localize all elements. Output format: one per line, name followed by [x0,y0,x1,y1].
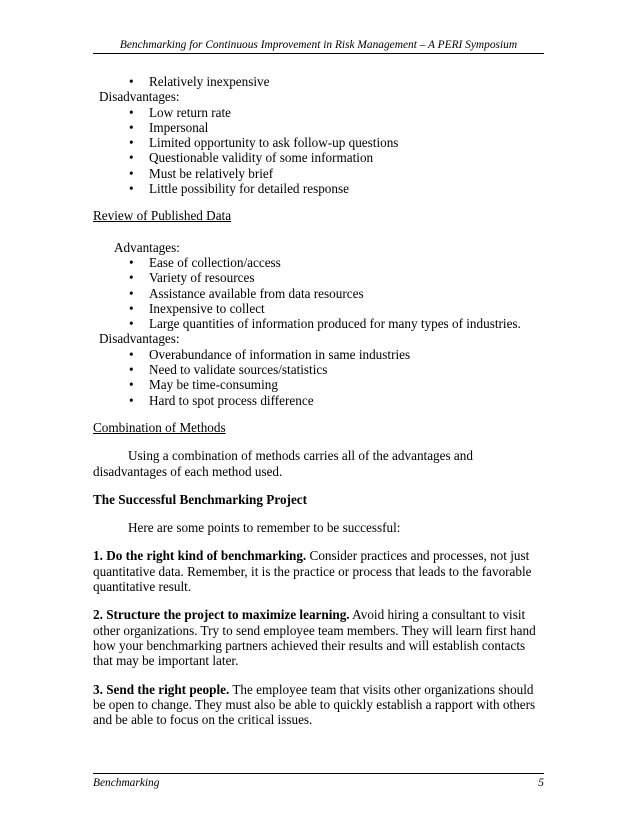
list-item: • Inexpensive to collect [129,300,265,316]
bullet-icon: • [129,135,134,151]
successful-intro: Here are some points to remember to be successful: [128,520,401,536]
advantages-list-continued [93,74,544,89]
bullet-icon: • [129,316,134,332]
list-item: • Ease of collection/access [129,254,281,270]
list-item: • Need to validate sources/statistics [129,362,328,378]
advantages-label: Advantages: [114,239,180,255]
list-item: • Hard to spot process difference [129,392,314,408]
bullet-icon: • [129,74,134,89]
combination-paragraph: Using a combination of methods carries all of the advantages and disadvantages of each method used. [93,448,473,479]
list-item: • Assistance available from data resources [129,285,364,301]
disadvantages-list [93,105,544,197]
disadvantages-label: Disadvantages: [99,89,180,105]
list-item: • Relatively inexpensive [129,74,270,89]
bullet-icon: • [129,104,134,120]
point-paragraph-3: 3. Send the right people. The employee team that visits other organizations should be open to change. They must also be able to quickly establish a rapport with others and be able to focus on the critical issues. [93,681,536,728]
bullet-icon: • [129,377,134,393]
list-item: • Little possibility for detailed response [129,181,349,197]
point-paragraph-1: 1. Do the right kind of benchmarking. Consider practices and processes, not just quantitative data. Remember, it is the practice or process that leads to the favorable quantitative result. [93,548,532,595]
running-header: Benchmarking for Continuous Improvement in Risk Management – A PERI Symposium [93,39,544,54]
point-paragraph-2: 2. Structure the project to maximize learning. Avoid hiring a consultant to visit other organizations. Try to send employee team members. They will learn first hand how your benchmarking partners achieved their results and will establish contacts that may be important later. [93,607,536,669]
page-number: 5 [538,777,544,789]
list-item: • Large quantities of information produced for many types of industries. [129,316,521,332]
bullet-icon: • [129,181,134,197]
list-item: • Low return rate [129,104,232,120]
section-heading-successful: The Successful Benchmarking Project [93,491,308,507]
bullet-icon: • [129,362,134,378]
running-footer [93,773,544,789]
list-item: • Overabundance of information in same industries [129,346,411,362]
bullet-icon: • [129,346,134,362]
bullet-icon: • [129,300,134,316]
list-item: • Impersonal [129,119,209,135]
bullet-icon: • [129,392,134,408]
section-heading-combination: Combination of Methods [93,419,226,435]
bullet-icon: • [129,165,134,181]
list-item: • Must be relatively brief [129,165,274,181]
bullet-icon: • [129,254,134,270]
list-item: • Questionable validity of some information [129,150,374,166]
bullet-icon: • [129,285,134,301]
list-item: • Limited opportunity to ask follow-up questions [129,135,399,151]
bullet-icon: • [129,270,134,286]
review-advantages-list [93,255,544,331]
disadvantages-label: Disadvantages: [99,331,180,347]
review-disadvantages-list [93,347,544,408]
bullet-icon: • [129,150,134,166]
list-item: • Variety of resources [129,270,255,286]
bullet-icon: • [129,119,134,135]
section-heading-review: Review of Published Data [93,208,232,224]
page-content [93,74,544,727]
footer-title: Benchmarking [93,777,160,789]
list-item: • May be time-consuming [129,377,278,393]
